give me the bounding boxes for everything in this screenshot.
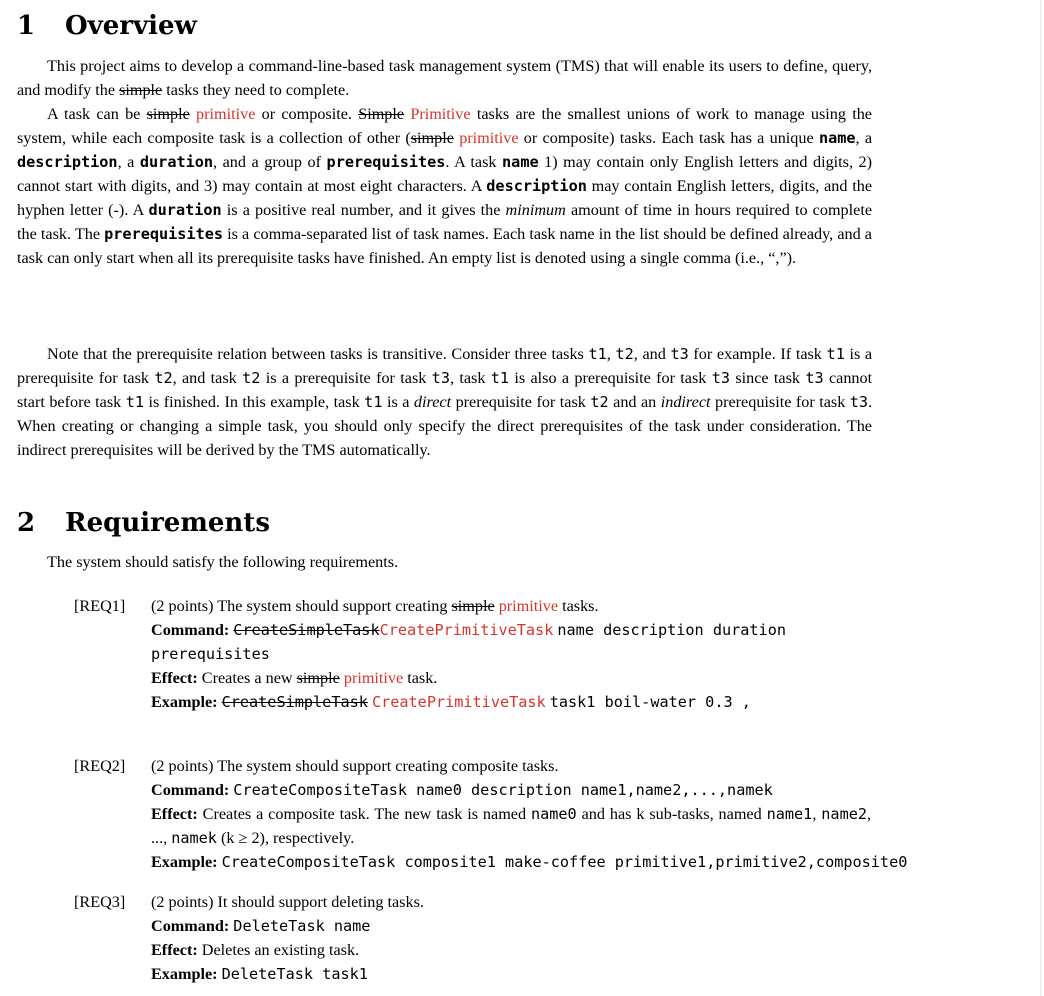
command-line	[151, 618, 1034, 642]
section-title: Overview	[65, 11, 197, 41]
requirement-description: (2 points) It should support deleting tasks.	[151, 893, 424, 911]
example-code: DeleteTask task1	[221, 965, 368, 983]
code-term: t3	[431, 369, 450, 387]
command-label: Command:	[151, 621, 230, 639]
effect-line: Effect: Creates a composite task. The new task is named name0 and has k sub-tasks, named name1, name2, ..., namek (k ≥ 2), respectively.	[151, 805, 872, 847]
code-term: t2	[242, 369, 261, 387]
code-term: prerequisites	[104, 225, 224, 243]
code-term: name2	[821, 805, 867, 823]
emphasis-text: direct	[413, 393, 452, 411]
command-line-continued	[151, 642, 1034, 666]
section-heading-requirements	[17, 508, 270, 538]
command-line	[151, 914, 1034, 938]
overview-paragraph-3: Note that the prerequisite relation between tasks is transitive. Consider three tasks t1, t2, and t3 for example. If task t1 is a prerequisite for task t2, and task t2 is a prerequisite for task t3, task t1 is also a prerequisite for task t3 since task t3 cannot start before task t1 is finished. In this example, task t1 is a direct prerequisite for task t2 and an indirect prerequisite for task t3. When creating or changing a simple task, you should only specify the direct prerequisites of the task under consideration. The indirect prerequisites will be derived by the TMS automatically.	[17, 345, 873, 459]
effect-line: Effect: Deletes an existing task.	[151, 941, 360, 959]
code-term: t1	[125, 393, 145, 411]
code-term: duration	[139, 153, 214, 171]
requirement-tag: [REQ1]	[74, 597, 126, 615]
inserted-code: CreatePrimitiveTask	[379, 621, 554, 639]
code-term: name0	[530, 805, 577, 823]
example-line	[151, 962, 1034, 986]
code-term: prerequisites	[326, 153, 446, 171]
section-number: 2	[17, 508, 36, 538]
example-code: CreateCompositeTask composite1 make-coffee primitive1,primitive2,composite0	[221, 853, 908, 871]
requirement-req3	[74, 890, 1034, 986]
overview-paragraph-1: This project aims to develop a command-line-based task management system (TMS) that will enable its users to define, query, and modify the simple tasks they need to complete.	[17, 57, 872, 99]
command-code: CreateCompositeTask name0 description name1,name2,...,namek	[233, 781, 773, 799]
code-term: t3	[711, 369, 731, 387]
requirement-tag: [REQ2]	[74, 757, 126, 775]
command-args: name description duration	[557, 621, 786, 639]
section-number: 1	[17, 11, 36, 41]
command-args: prerequisites	[151, 645, 270, 663]
code-term: t1	[490, 369, 510, 387]
strikethrough-text: simple	[146, 105, 190, 123]
command-line	[151, 778, 1034, 802]
code-term: name1	[766, 805, 813, 823]
example-label: Example:	[151, 965, 218, 983]
code-term: t1	[826, 345, 845, 363]
requirement-description: (2 points) The system should support creating simple primitive tasks.	[151, 597, 599, 615]
example-line	[151, 690, 1034, 714]
effect-label: Effect:	[151, 941, 198, 959]
code-term: t1	[588, 345, 607, 363]
section-title: Requirements	[65, 508, 270, 538]
requirement-description: (2 points) The system should support creating composite tasks.	[151, 757, 559, 775]
effect-label: Effect:	[151, 669, 198, 687]
strikethrough-text: simple	[119, 81, 163, 99]
code-term: t2	[590, 393, 609, 411]
emphasis-text: minimum	[505, 201, 566, 219]
requirements-intro: The system should satisfy the following requirements.	[47, 553, 399, 571]
example-label: Example:	[151, 853, 218, 871]
inserted-text: Primitive	[410, 105, 471, 123]
overview-paragraph-2: A task can be simple primitive or composite. Simple Primitive tasks are the smallest unions of work to manage using the system, while each composite task is a collection of other (simple primitive or composite) tasks. Each task has a unique name, a description, a duration, and a group of prerequisites. A task name 1) may contain only English letters and digits, 2) cannot start with digits, and 3) may contain at most eight characters. A description may contain English letters, digits, and the hyphen letter (-). A duration is a positive real number, and it gives the minimum amount of time in hours required to complete the task. The prerequisites is a comma-separated list of task names. Each task name in the list should be defined already, and a task can only start when all its prerequisite tasks have finished. An empty list is denoted using a single comma (i.e., “,”).	[17, 105, 873, 267]
strikethrough-text: simple	[296, 669, 340, 687]
example-label: Example:	[151, 693, 218, 711]
inserted-text: primitive	[343, 669, 404, 687]
requirement-tag: [REQ3]	[74, 893, 126, 911]
section-heading-overview	[17, 11, 197, 41]
code-term: t1	[364, 393, 383, 411]
emphasis-text: indirect	[660, 393, 711, 411]
command-label: Command:	[151, 917, 230, 935]
strikethrough-code: CreateSimpleTask	[233, 621, 380, 639]
effect-line: Effect: Creates a new simple primitive task.	[151, 669, 438, 687]
code-term: name	[818, 129, 856, 147]
inserted-text: primitive	[459, 129, 519, 147]
code-term: t3	[805, 369, 824, 387]
inserted-text: primitive	[196, 105, 256, 123]
strikethrough-text: simple	[451, 597, 495, 615]
code-term: t2	[615, 345, 634, 363]
code-term: namek	[171, 829, 217, 847]
code-term: description	[17, 153, 118, 171]
command-label: Command:	[151, 781, 230, 799]
example-args: task1 boil-water 0.3 ,	[549, 693, 751, 711]
code-term: duration	[148, 201, 222, 219]
effect-label: Effect:	[151, 805, 198, 823]
strikethrough-text: Simple	[358, 105, 405, 123]
code-term: name	[502, 153, 539, 171]
requirement-req2	[74, 754, 1034, 874]
requirement-req1	[74, 594, 1034, 714]
code-term: description	[486, 177, 587, 195]
inserted-code: CreatePrimitiveTask	[371, 693, 546, 711]
code-term: t3	[849, 393, 869, 411]
code-term: t2	[154, 369, 173, 387]
command-code: DeleteTask name	[233, 917, 371, 935]
inserted-text: primitive	[498, 597, 559, 615]
page-edge-divider	[1040, 0, 1041, 996]
code-term: t3	[670, 345, 689, 363]
example-line	[151, 850, 1034, 874]
strikethrough-code: CreateSimpleTask	[221, 693, 368, 711]
strikethrough-text: simple	[410, 129, 454, 147]
